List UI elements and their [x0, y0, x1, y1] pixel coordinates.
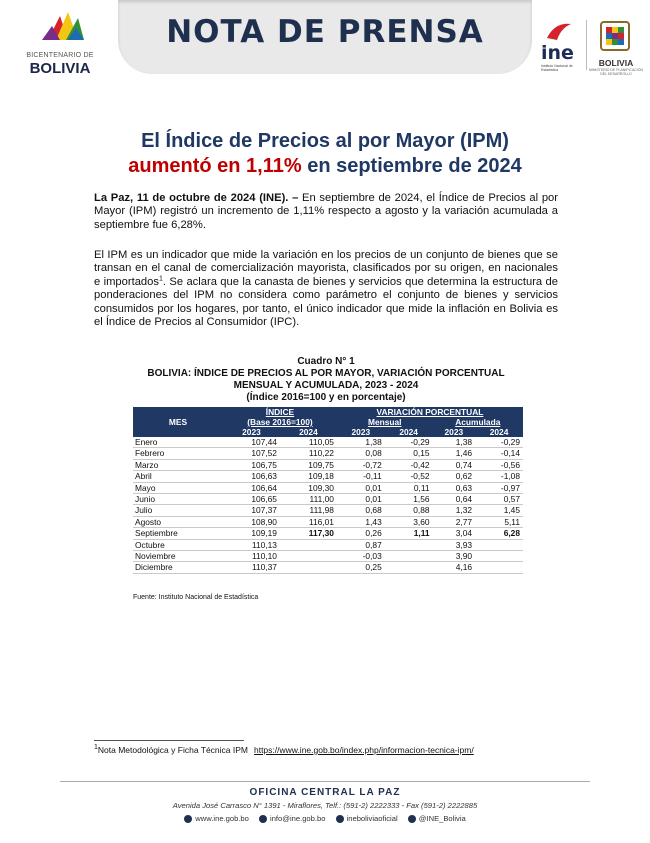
cell: -0,72 — [337, 459, 385, 470]
cell: -0,29 — [385, 437, 433, 448]
cell: 106,65 — [223, 494, 280, 505]
twitter-icon — [408, 815, 416, 823]
table-row — [133, 448, 523, 459]
header-year: 2024 — [475, 427, 523, 437]
header-mensual: Mensual — [337, 417, 433, 427]
cell — [475, 539, 523, 550]
mail-icon — [259, 815, 267, 823]
cell: 0,88 — [385, 505, 433, 516]
cell: -0,11 — [337, 471, 385, 482]
cell: -1,08 — [475, 471, 523, 482]
cell: 1,43 — [337, 516, 385, 527]
cell: -0,03 — [337, 551, 385, 562]
cell: 1,56 — [385, 494, 433, 505]
title-rest: en septiembre de 2024 — [301, 155, 522, 177]
cell: -0,97 — [475, 482, 523, 493]
cell: -0,56 — [475, 459, 523, 470]
cell: 0,57 — [475, 494, 523, 505]
footnote-link[interactable]: https://www.ine.gob.bo/index.php/informacion-tecnica-ipm/ — [253, 745, 474, 755]
social-email[interactable] — [259, 814, 325, 823]
cell-mes: Julio — [133, 505, 223, 516]
cell — [475, 551, 523, 562]
title-highlight: aumentó en 1,11% — [128, 155, 302, 177]
table-caption-title: BOLIVIA: ÍNDICE DE PRECIOS AL POR MAYOR, VARIACIÓN PORCENTUAL — [147, 368, 505, 379]
cell: 108,90 — [223, 516, 280, 527]
header-indice: ÍNDICE — [223, 407, 337, 417]
header-mes: MES — [133, 407, 223, 437]
footnote-divider — [94, 740, 244, 741]
cell: 110,37 — [223, 562, 280, 573]
bicentenario-title: BOLIVIA — [29, 60, 91, 77]
footnote-mark: 1 — [94, 744, 98, 752]
cell-mes: Abril — [133, 471, 223, 482]
gov-name: BOLIVIA — [598, 58, 634, 68]
footer-office: OFICINA CENTRAL LA PAZ — [249, 787, 401, 798]
cell-highlight: 6,28 — [475, 528, 523, 539]
cell — [475, 562, 523, 573]
cell-mes: Marzo — [133, 459, 223, 470]
cell: -0,42 — [385, 459, 433, 470]
cell: 2,77 — [433, 516, 476, 527]
table-row — [133, 437, 523, 448]
cell: 0,26 — [337, 528, 385, 539]
table-row — [133, 516, 523, 527]
cell-mes: Noviembre — [133, 551, 223, 562]
cell: 1,46 — [433, 448, 476, 459]
cell — [385, 539, 433, 550]
header-base: (Base 2016=100) — [223, 417, 337, 427]
cell: 110,13 — [223, 539, 280, 550]
cell — [280, 562, 337, 573]
social-twitter-label: @INE_Bolivia — [418, 814, 466, 823]
footer-social — [0, 814, 650, 825]
table-row — [133, 551, 523, 562]
cell: 106,63 — [223, 471, 280, 482]
cell: 5,11 — [475, 516, 523, 527]
cell: 109,30 — [280, 482, 337, 493]
paragraph-ipm — [94, 249, 558, 329]
cell: 107,37 — [223, 505, 280, 516]
table-row — [133, 539, 523, 550]
social-email-label: info@ine.gob.bo — [270, 814, 326, 823]
table-row — [133, 505, 523, 516]
header-year: 2024 — [280, 427, 337, 437]
cell-mes: Junio — [133, 494, 223, 505]
cell: 107,52 — [223, 448, 280, 459]
social-facebook[interactable] — [336, 814, 398, 823]
cell — [385, 562, 433, 573]
header-year: 2023 — [337, 427, 385, 437]
cell: 0,87 — [337, 539, 385, 550]
paragraph-lead-body: En septiembre de 2024, el Índice de Precios al por Mayor (IPM) registró un incremento de 1,11% respecto a agosto y la variación acumulada a septiembre fue 6,28%. — [94, 192, 558, 231]
cell: 109,19 — [223, 528, 280, 539]
cell-mes: Enero — [133, 437, 223, 448]
footer-address: Avenida José Carrasco N° 1391 - Miraflores, Telf.: (591-2) 2222333 - Fax (591-2) 2222885 — [172, 801, 478, 810]
cell-mes: Octubre — [133, 539, 223, 550]
bicentenario-subtitle: BICENTENARIO DE — [26, 52, 94, 59]
table-row — [133, 459, 523, 470]
cell-mes: Diciembre — [133, 562, 223, 573]
footnote — [94, 745, 474, 755]
cell: 0,08 — [337, 448, 385, 459]
table-row — [133, 528, 523, 539]
cell: 0,01 — [337, 482, 385, 493]
cell: 3,60 — [385, 516, 433, 527]
cell: -0,14 — [475, 448, 523, 459]
paragraph-lead — [94, 192, 558, 232]
header-year: 2023 — [223, 427, 280, 437]
table-row — [133, 562, 523, 573]
facebook-icon — [336, 815, 344, 823]
coat-of-arms-icon — [592, 18, 638, 58]
cell: 110,10 — [223, 551, 280, 562]
cell — [280, 551, 337, 562]
cell: 0,62 — [433, 471, 476, 482]
ipm-table — [133, 407, 523, 574]
cell: -0,52 — [385, 471, 433, 482]
cell-highlight: 1,11 — [385, 528, 433, 539]
cell — [280, 539, 337, 550]
page-title-line1: El Índice de Precios al por Mayor (IPM) — [141, 130, 509, 152]
paragraph-ipm-part2: . Se aclara que la canasta de bienes y servicios que determina la estructura de ponderaciones del IPM no considera como parámetro el conjunto de bienes y servicios consumidos por los hogares, por tanto, el único indicador que mide la inflación en Bolivia es el Índice de Precios al Consumidor (IPC). — [94, 275, 558, 329]
cell: 116,01 — [280, 516, 337, 527]
cell: 106,75 — [223, 459, 280, 470]
cell: 0,74 — [433, 459, 476, 470]
cell: 110,05 — [280, 437, 337, 448]
footnote-text: Nota Metodológica y Ficha Técnica IPM — [97, 745, 248, 755]
table-caption-units: (Índice 2016=100 y en porcentaje) — [246, 392, 406, 403]
social-facebook-label: ineboliviaoficial — [346, 814, 398, 823]
paragraph-ipm-part1: El IPM es un indicador que mide la variación en los precios de un conjunto de bienes que se transan en el canal de comercialización mayorista, clasificados por su origen, en nacionales e importados — [94, 249, 558, 288]
cell: 107,44 — [223, 437, 280, 448]
cell: 110,22 — [280, 448, 337, 459]
cell: 3,93 — [433, 539, 476, 550]
cell: 0,11 — [385, 482, 433, 493]
cell: 0,63 — [433, 482, 476, 493]
cell — [385, 551, 433, 562]
table-row — [133, 482, 523, 493]
table-row — [133, 471, 523, 482]
cell-highlight: 117,30 — [280, 528, 337, 539]
footer-divider — [60, 781, 590, 782]
cell: 109,75 — [280, 459, 337, 470]
cell: 0,25 — [337, 562, 385, 573]
cell-mes: Febrero — [133, 448, 223, 459]
cell: 0,68 — [337, 505, 385, 516]
cell: 1,38 — [337, 437, 385, 448]
social-twitter[interactable] — [408, 814, 466, 823]
table-source: Fuente: Instituto Nacional de Estadística — [133, 594, 259, 601]
cell: 0,01 — [337, 494, 385, 505]
cell: 106,64 — [223, 482, 280, 493]
cell: 4,16 — [433, 562, 476, 573]
cell: 0,64 — [433, 494, 476, 505]
footnote-ref: 1 — [158, 275, 163, 283]
table-caption-subtitle: MENSUAL Y ACUMULADA, 2023 - 2024 — [233, 380, 419, 391]
cell: 1,38 — [433, 437, 476, 448]
cell: 109,18 — [280, 471, 337, 482]
social-website[interactable] — [184, 814, 249, 823]
cell: -0,29 — [475, 437, 523, 448]
ine-logo-text: ine — [541, 42, 574, 64]
cell-mes: Septiembre — [133, 528, 223, 539]
cell: 3,90 — [433, 551, 476, 562]
cell: 111,98 — [280, 505, 337, 516]
cell: 0,15 — [385, 448, 433, 459]
cell: 3,04 — [433, 528, 476, 539]
page-title-line2 — [60, 155, 590, 178]
header-variacion: VARIACIÓN PORCENTUAL — [337, 407, 523, 417]
ine-logo-subtitle: Instituto Nacional de Estadística — [541, 64, 573, 72]
cell: 1,32 — [433, 505, 476, 516]
header-acumulada: Acumulada — [433, 417, 523, 427]
cell: 1,45 — [475, 505, 523, 516]
table-row — [133, 494, 523, 505]
dateline: La Paz, 11 de octubre de 2024 (INE). – — [94, 192, 299, 204]
globe-icon — [184, 815, 192, 823]
social-website-label: www.ine.gob.bo — [195, 814, 249, 823]
gov-subtitle: MINISTERIO DE PLANIFICACIÓN DEL DESARROLLO — [588, 68, 644, 76]
header-year: 2024 — [385, 427, 433, 437]
header-year: 2023 — [433, 427, 476, 437]
table-caption-number: Cuadro N° 1 — [297, 356, 355, 367]
cell-mes: Agosto — [133, 516, 223, 527]
cell: 111,00 — [280, 494, 337, 505]
banner-title: NOTA DE PRENSA — [166, 14, 484, 50]
cell-mes: Mayo — [133, 482, 223, 493]
